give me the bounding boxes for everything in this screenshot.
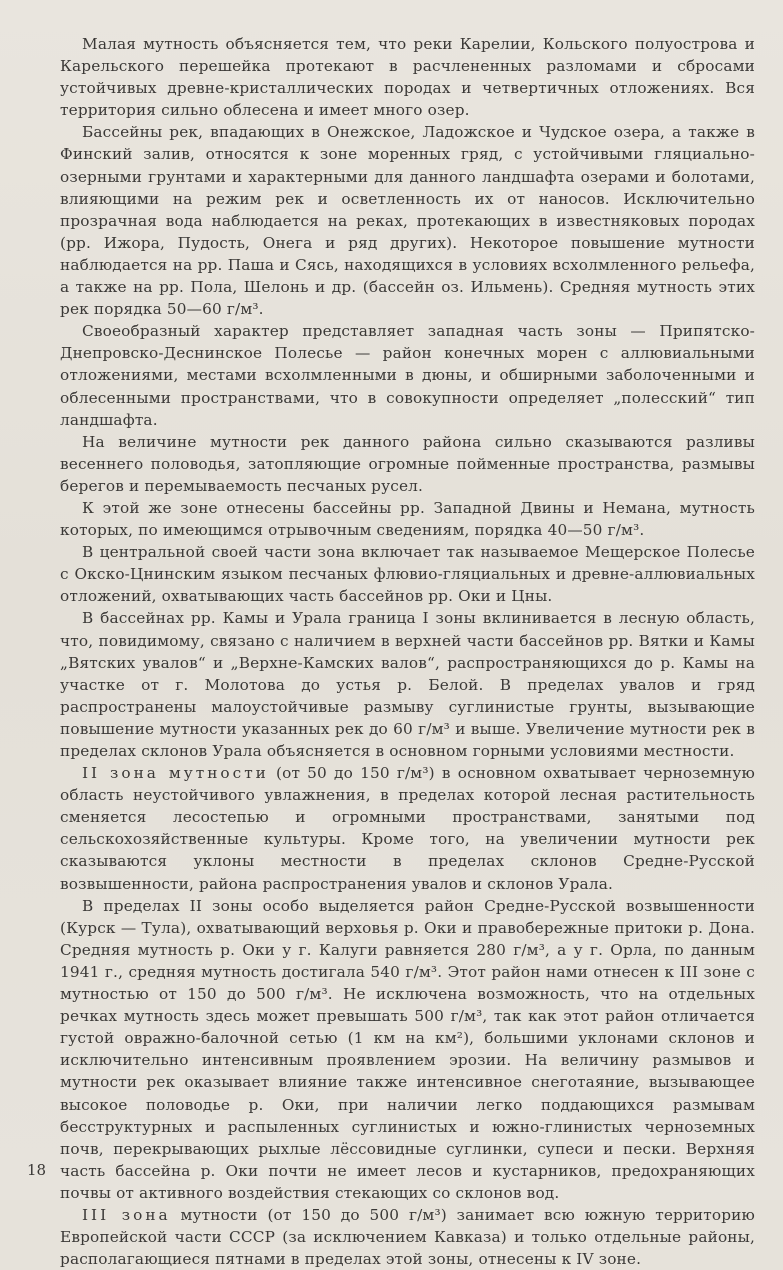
- paragraph-3: [60, 320, 755, 430]
- paragraph-2: [60, 121, 755, 320]
- paragraph-8: [60, 762, 755, 895]
- text-body: [60, 33, 755, 1270]
- paragraph-text: К этой же зоне отнесены бассейны рр. Западной Двины и Немана, мутность которых, по имеющимся отрывочным сведениям, порядка 40—50 г/м³.: [60, 498, 755, 540]
- paragraph-text: На величине мутности рек данного района сильно сказываются разливы весеннего половодья, затопляющие огромные пойменные пространства, размывы берегов и перемываемость песчаных русел.: [60, 432, 755, 495]
- paragraph-6: [60, 541, 755, 607]
- zone-heading: II зона мутности: [82, 764, 269, 783]
- paragraph-text: В бассейнах рр. Камы и Урала граница I зоны вклинивается в лесную область, что, повидимому, связано с наличием в верхней части бассейнов рр. Вятки и Камы „Вятских увалов“ и „Верхне-Камских валов“, распространяющихся до р. Камы на участке от г. Молотова до устья р. Белой. В пределах увалов и гряд распространены малоустойчивые размыву суглинистые грунты, вызывающие повышение мутности указанных рек до 60 г/м³ и выше. Увеличение мутности рек в пределах склонов Урала объясняется в основном горными условиями местности.: [60, 609, 755, 760]
- paragraph-text: В пределах II зоны особо выделяется район Средне-Русской возвышенности (Курск — Тула), охватывающий верховья р. Оки и правобережные притоки р. Дона. Средняя мутность р. Оки у г. Калуги равняется 280 г/м³, а у г. Орла, по данным 1941 г., средняя мутность достигала 540 г/м³. Этот район нами отнесен к III зоне с мутностью от 150 до 500 г/м³. Не исключена возможность, что на отдельных речках мутность здесь может превышать 500 г/м³, так как этот район отличается густой овражно-балочной сетью (1 км на км²), большими уклонами склонов и исключительно интенсивным проявлением эрозии. На величину размывов и мутности рек оказывает влияние также интенсивное снеготаяние, вызывающее высокое половодье р. Оки, при наличии легко поддающихся размывам бесструктурных и распыленных суглинистых и южно-глинистых черноземных почв, перекрывающих рыхлые лёссовидные суглинки, супеси и пески. Верхняя часть бассейна р. Оки почти не имеет лесов и кустарников, предохраняющих почвы от активного воздействия стекающих со склонов вод.: [60, 896, 755, 1202]
- paragraph-text: Своеобразный характер представляет западная часть зоны — Припятско-Днепровско-Деснинское Полесье — район конечных морен с аллювиальными отложениями, местами всхолмленными в дюны, и обширными заболоченными и облесенными пространствами, что в совокупности определяет „полесский“ тип ландшафта.: [60, 322, 755, 429]
- paragraph-5: [60, 497, 755, 541]
- paragraph-text: Малая мутность объясняется тем, что реки Карелии, Кольского полуострова и Карельского перешейка протекают в расчлененных разломами и сбросами устойчивых древне-кристаллических породах и четвертичных отложениях. Вся территория сильно облесена и имеет много озер.: [60, 35, 755, 120]
- paragraph-text: Бассейны рек, впадающих в Онежское, Ладожское и Чудское озера, а также в Финский залив, относятся к зоне моренных гряд, с устойчивыми гляциально-озерными грунтами и характерными для данного ландшафта озерами и болотами, влияющими на режим рек и осветленность их от наносов. Исключительно прозрачная вода наблюдается на реках, протекающих в известняковых породах (рр. Ижора, Пудость, Онега и ряд других). Некоторое повышение мутности наблюдается на рр. Паша и Сясь, находящихся в условиях всхолмленного рельефа, а также на рр. Пола, Шелонь и др. (бассейн оз. Ильмень). Средняя мутность этих рек порядка 50—60 г/м³.: [60, 123, 755, 319]
- paragraph-9: [60, 895, 755, 1204]
- paragraph-text: (от 50 до 150 г/м³) в основном охватывает черноземную область неустойчивого увлажнения, в пределах которой лесная растительность сменяется лесостепью и огромными пространствами, занятыми под сельскохозяйственные культуры. Кроме того, на увеличении мутности рек сказываются уклоны местности в пределах склонов Средне-Русской возвышенности, района распространения увалов и склонов Урала.: [60, 764, 755, 893]
- zone-heading: III зона: [82, 1205, 171, 1224]
- paragraph-10: [60, 1204, 755, 1270]
- paragraph-1: [60, 33, 755, 121]
- page-number: 18: [27, 1161, 47, 1179]
- paragraph-text: В центральной своей части зона включает так называемое Мещерское Полесье с Окско-Цнинским языком песчаных флювио-гляциальных и древне-аллювиальных отложений, охватывающих часть бассейнов рр. Оки и Цны.: [60, 543, 755, 606]
- paragraph-text: мутности (от 150 до 500 г/м³) занимает всю южную территорию Европейской части СССР (за исключением Кавказа) и только отдельные районы, располагающиеся пятнами в пределах этой зоны, отнесены к IV зоне.: [60, 1205, 756, 1269]
- paragraph-7: [60, 607, 755, 762]
- paragraph-4: [60, 431, 755, 497]
